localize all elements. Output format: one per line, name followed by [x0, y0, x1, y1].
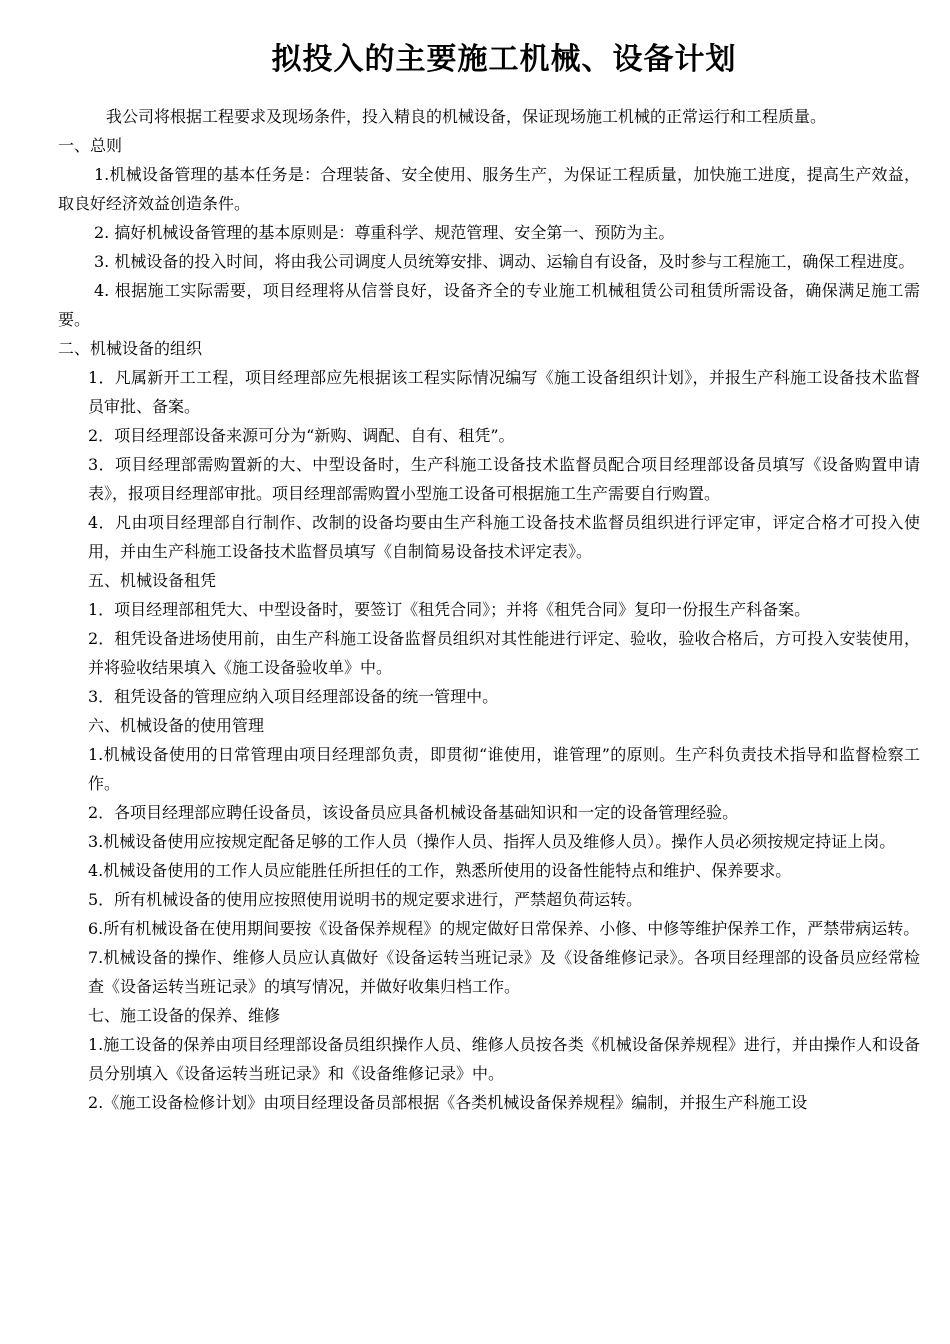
list-item: 2．项目经理部设备来源可分为“新购、调配、自有、租凭”。 — [88, 426, 515, 445]
list-item: 2．各项目经理部应聘任设备员，该设备员应具备机械设备基础知识和一定的设备管理经验。 — [88, 803, 739, 822]
list-item: 2.《施工设备检修计划》由项目经理设备员部根据《各类机械设备保养规程》编制，并报生产科施工设 — [88, 1093, 808, 1112]
list-item: 1．凡属新开工工程，项目经理部应先根据该工程实际情况编写《施工设备组织计划》，并报生产科施工设备技术监督员审批、备案。 — [88, 368, 920, 416]
section-heading: 一、总则 — [58, 136, 123, 155]
list-item: 3.机械设备使用应按规定配备足够的工作人员（操作人员、指挥人员及维修人员）。操作人员必须按规定持证上岗。 — [88, 832, 896, 851]
list-item: 3．项目经理部需购置新的大、中型设备时，生产科施工设备技术监督员配合项目经理部设备员填写《设备购置申请表》，报项目经理部审批。项目经理部需购置小型施工设备可根据施工生产需要自行购置。 — [88, 455, 920, 503]
list-item: 4.机械设备使用的工作人员应能胜任所担任的工作，熟悉所使用的设备性能特点和维护、保养要求。 — [88, 861, 792, 880]
list-item: 1.施工设备的保养由项目经理部设备员组织操作人员、维修人员按各类《机械设备保养规程》进行，并由操作人和设备员分别填入《设备运转当班记录》和《设备维修记录》中。 — [88, 1035, 920, 1083]
list-item: 3．租凭设备的管理应纳入项目经理部设备的统一管理中。 — [88, 687, 499, 706]
section-heading: 二、机械设备的组织 — [58, 339, 203, 358]
list-item: 2．租凭设备进场使用前，由生产科施工设备监督员组织对其性能进行评定、验收，验收合格后，方可投入安装使用，并将验收结果填入《施工设备验收单》中。 — [88, 629, 920, 677]
list-item: 1.机械设备管理的基本任务是：合理装备、安全使用、服务生产，为保证工程质量，加快施工进度，提高生产效益，取良好经济效益创造条件。 — [58, 165, 920, 213]
list-item: 6.所有机械设备在使用期间要按《设备保养规程》的规定做好日常保养、小修、中修等维护保养工作，严禁带病运转。 — [88, 919, 920, 938]
section-heading: 七、施工设备的保养、维修 — [88, 1006, 281, 1025]
list-item: 4. 根据施工实际需要，项目经理将从信誉良好，设备齐全的专业施工机械租赁公司租赁所需设备，确保满足施工需要。 — [58, 281, 920, 329]
document-title: 拟投入的主要施工机械、设备计划 — [271, 42, 737, 77]
list-item: 4．凡由项目经理部自行制作、改制的设备均要由生产科施工设备技术监督员组织进行评定审，评定合格才可投入使用，并由生产科施工设备技术监督员填写《自制简易设备技术评定表》。 — [88, 513, 920, 561]
list-item: 3. 机械设备的投入时间，将由我公司调度人员统筹安排、调动、运输自有设备，及时参与工程施工，确保工程进度。 — [94, 252, 915, 271]
list-item: 1．项目经理部租凭大、中型设备时，要签订《租凭合同》；并将《租凭合同》复印一份报生产科备案。 — [88, 600, 811, 619]
list-item: 7.机械设备的操作、维修人员应认真做好《设备运转当班记录》及《设备维修记录》。各项目经理部的设备员应经常检查《设备运转当班记录》的填写情况，并做好收集归档工作。 — [88, 948, 920, 996]
section-heading: 六、机械设备的使用管理 — [88, 716, 265, 735]
list-item: 1.机械设备使用的日常管理由项目经理部负责，即贯彻“谁使用，谁管理”的原则。生产科负责技术指导和监督检察工作。 — [88, 745, 920, 793]
intro-paragraph: 我公司将根据工程要求及现场条件，投入精良的机械设备，保证现场施工机械的正常运行和工程质量。 — [106, 107, 827, 126]
list-item: 2. 搞好机械设备管理的基本原则是：尊重科学、规范管理、安全第一、预防为主。 — [94, 223, 675, 242]
section-heading: 五、机械设备租凭 — [88, 571, 217, 590]
list-item: 5．所有机械设备的使用应按照使用说明书的规定要求进行，严禁超负荷运转。 — [88, 890, 643, 909]
